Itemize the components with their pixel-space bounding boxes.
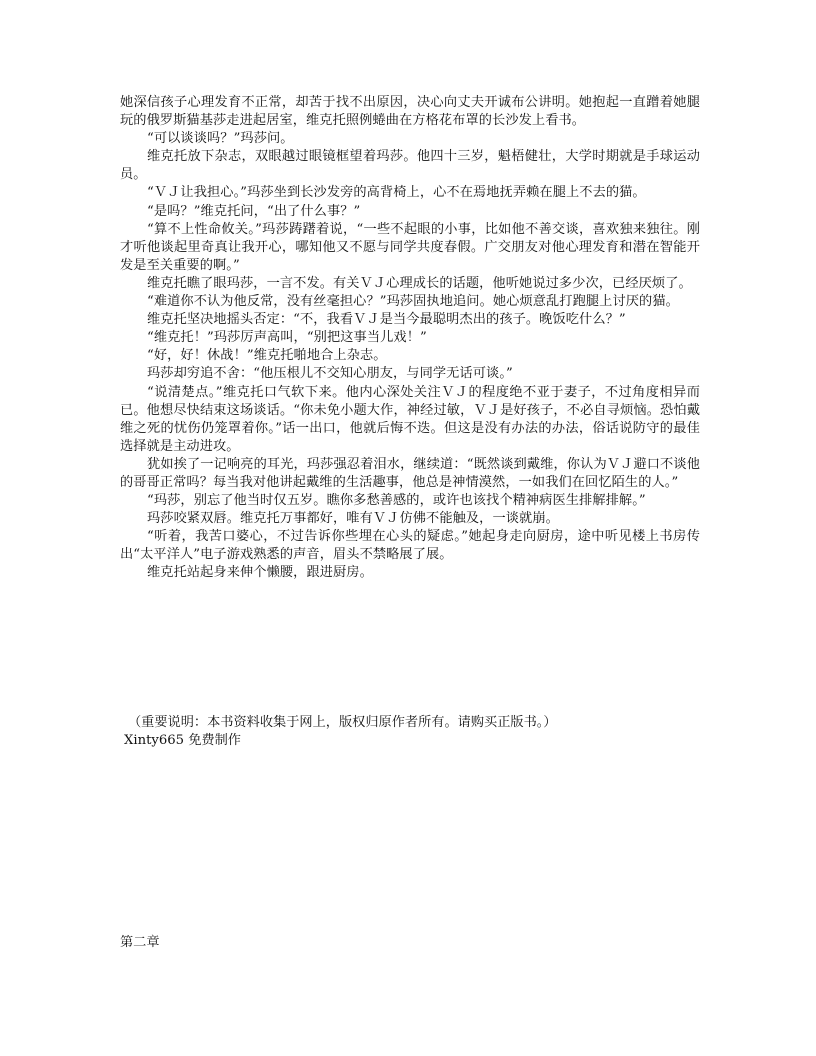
copyright-notice bbox=[120, 714, 700, 750]
paragraph: 她深信孩子心理发育不正常，却苦于找不出原因，决心向丈夫开诚布公讲明。她抱起一直蹭着她腿玩的俄罗斯猫基莎走进起居室，维克托照例蜷曲在方格花布罩的长沙发上看书。 bbox=[120, 95, 700, 129]
paragraph: 维克托站起身来伸个懒腰，跟进厨房。 bbox=[147, 565, 373, 581]
paragraph: “说清楚点。”维克托口气软下来。他内心深处关注ＶＪ的程度绝不亚于妻子，不过角度相异而已。他想尽快结束这场谈话。“你未免小题大作，神经过敏，ＶＪ是好孩子，不必自寻烦恼。恐怕戴维之死的忧伤仍笼罩着你。”话一出口，他就后悔不迭。但这是没有办法的办法，俗话说防守的最佳选择就是主动进攻。 bbox=[120, 384, 700, 454]
paragraph: 玛莎咬紧双唇。维克托万事都好，唯有ＶＪ仿佛不能触及，一谈就崩。 bbox=[147, 511, 559, 527]
chapter-body-text bbox=[120, 94, 700, 583]
maker-credit: Xinty665 免费制作 bbox=[124, 733, 241, 749]
paragraph: “难道你不认为他反常，没有丝毫担心？”玛莎固执地追问。她心烦意乱打跑腿上讨厌的猫。 bbox=[147, 294, 679, 310]
paragraph: “玛莎，别忘了他当时仅五岁。瞧你多愁善感的，或许也该找个精神病医生排解排解。” bbox=[147, 493, 646, 509]
paragraph: “好，好！休战！”维克托啪地合上杂志。 bbox=[147, 348, 387, 364]
paragraph: 维克托放下杂志，双眼越过眼镜框望着玛莎。他四十三岁，魁梧健壮，大学时期就是手球运动员。 bbox=[120, 149, 700, 183]
paragraph: “听着，我苦口婆心，不过告诉你些埋在心头的疑虑。”她起身走向厨房，途中听见楼上书房传出“太平洋人”电子游戏熟悉的声音，眉头不禁略展了展。 bbox=[120, 529, 700, 563]
paragraph: “可以谈谈吗？”玛莎问。 bbox=[147, 131, 294, 147]
paragraph: 维克托瞧了眼玛莎，一言不发。有关ＶＪ心理成长的话题，他听她说过多少次，已经厌烦了。 bbox=[147, 275, 692, 291]
paragraph: “ＶＪ让我担心。”玛莎坐到长沙发旁的高背椅上，心不在焉地抚弄赖在腿上不去的猫。 bbox=[147, 185, 646, 201]
paragraph: 玛莎却穷追不舍：“他压根儿不交知心朋友，与同学无话可谈。” bbox=[147, 366, 513, 382]
paragraph: 维克托坚决地摇头否定：“不，我看ＶＪ是当今最聪明杰出的孩子。晚饭吃什么？” bbox=[147, 312, 626, 328]
chapter-heading: 第二章 bbox=[120, 935, 160, 950]
copyright-note: （重要说明：本书资料收集于网上，版权归原作者所有。请购买正版书。） bbox=[128, 715, 557, 730]
paragraph: 犹如挨了一记响亮的耳光，玛莎强忍着泪水，继续道：“既然谈到戴维，你认为ＶＪ避口不谈他的哥哥正常吗？每当我对他讲起戴维的生活趣事，他总是神情漠然，一如我们在回忆陌生的人。” bbox=[120, 456, 700, 490]
paragraph: “算不上性命攸关。”玛莎踌躇着说，“一些不起眼的小事，比如他不善交谈，喜欢独来独往。刚才听他谈起里奇真让我开心，哪知他又不愿与同学共度春假。广交朋友对他心理发育和潜在智能开发是至关重要的啊。” bbox=[120, 221, 700, 273]
paragraph: “是吗？”维克托问，“出了什么事？” bbox=[147, 203, 361, 219]
paragraph: “维克托！”玛莎厉声高叫，“别把这事当儿戏！” bbox=[147, 330, 427, 346]
